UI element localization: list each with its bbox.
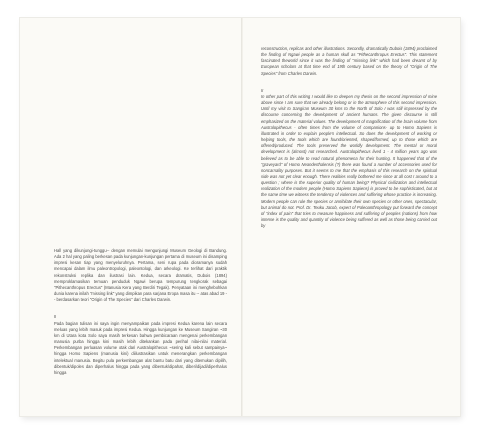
right-page-column (261, 46, 437, 229)
left-section-number: II (54, 314, 57, 320)
left-page-column (54, 248, 227, 376)
right-paragraph-2: In other part of this writing I would like to deepen my thesis on the second impression of mine above since I am sure that we already belong or in the atmosphere of this second impression. Until my visit to Sangiran Museum 30 kms to the North of Solo I was still impressed by the discourse concerning the development of ancient humans. The given discourse is still emphasized on the material values. The development of magnification of the brain volume from Australopithecus - often times from the volume of companions- up to Homo Sapiens is illustrated in order to explain people's intellectual. So does the development of working or helping tools, the tools which are found/oriented, shaped/formed, up to those which are offered/produced. The tools preserved the worldly development. The mental or moral development is (almost) not researched. Australopithecus lived 1 - 4 million years ago was believed as to be able to read natural phenomena for their hunting. It happened that of the "graveyard" of Homo Neanderthalensis (?) there was found a number of accessories used for noncarnality purposes. But it seems to me that the emphasis of this research on the spiritual side was not yet clear enough. There realities really bothered me since at all cost I around to a question ; where is the superior quality of human being? Physical civilization and intellectual realization of the modern people (Homo Sapiens Sapiens) is proved to be sophisticated, but at the same time we witness the tendency of violences and suffering whose practice is increasing. Modern people can rule the species or annihilate their own species or other ones, spectacular, but animal do not. Prof. Dr. Teuku Jacob, expert of Paleoanthropology put forward the concept of "index of pain" that tries to measure happiness and suffering of peoples (nations) from how intense is the quality and quantity of violence being suffered as well as those being carried out by (261, 93, 437, 229)
left-paragraph-1: Hall yang dikunjungi-tunggu-- dengan memulai mengunjungi Museum Geologi di Bandung. Ada 2 hal yang paling berkesan pada kunjungan-kunjungan pertama di museum ini disamping impresi kesan tiap yang menyeluruhnya. Pertama, seni rupa pada dioramanya sudah mencapai dalam ilmu paleontropologi, paleontologi, dan arkeologi. Ke terlihat dari praktik rekonstruksi replika dan ilustrasi lain. Kedua, secara dramatis, Dubois (1894) memproklamasikan temuan penduduk Ngawi berupa tempurung tengkorak sebagai "Pithecanthropus Erectus" (Manusia Kera yang Berdiri Tegak). Penyataan ini menghebohkan dunia karena inilah "missing link" yang dimpikan para sarjana Eropa masa itu -- atas abad 19 -- berdasarkan teori "Origin of The Species" dari Charles Darwin. (54, 248, 227, 303)
right-section-number: II (261, 87, 264, 93)
right-paragraph-1: reconstruction, replicas and other illustrations. Secondly, dramatically Dubois (1894) proclaimed the finding of Ngawi people as a human skull as "Pithecanthropus Erectus". This statement fascinated theworld since it was the finding of "missing link" which had been dreamt of by European scholars at that time end of 19th century based on the theory of "Origin of The Species" from Charles Darwin. (261, 46, 437, 76)
left-paragraph-2: Pada bagian tulisan ini saya ingin menyampaikan pada impresi Kedua karena lain secara meluas yang lebih masuk pada impresi Kedua. Hingga kunjungan ke Museum Sangiran ~30 km di Utara kota Solo saya masih terkesan bahwa pembicaraan mengenai perkembangan manusia purba hingga kini masih lebih ditekankan pada perihal nilai-nilai material. Perkembangan perluasan volume otak dari Australopithecus ~sering kali sebut sampainya~ hingga Homo Sapiens (manusia kini) diilustrasikan untuk menerangkan perkembangan intelektual manusia. Begitu pula perkembangan alat bantu batu dari yang ditemukan dipilih, dibentuk/dipoles dan diperhalus hingga pada yang dibentuk/dipahat, diberi/dijadi/diperhalus hingga (54, 320, 227, 375)
book-gutter (241, 18, 243, 416)
